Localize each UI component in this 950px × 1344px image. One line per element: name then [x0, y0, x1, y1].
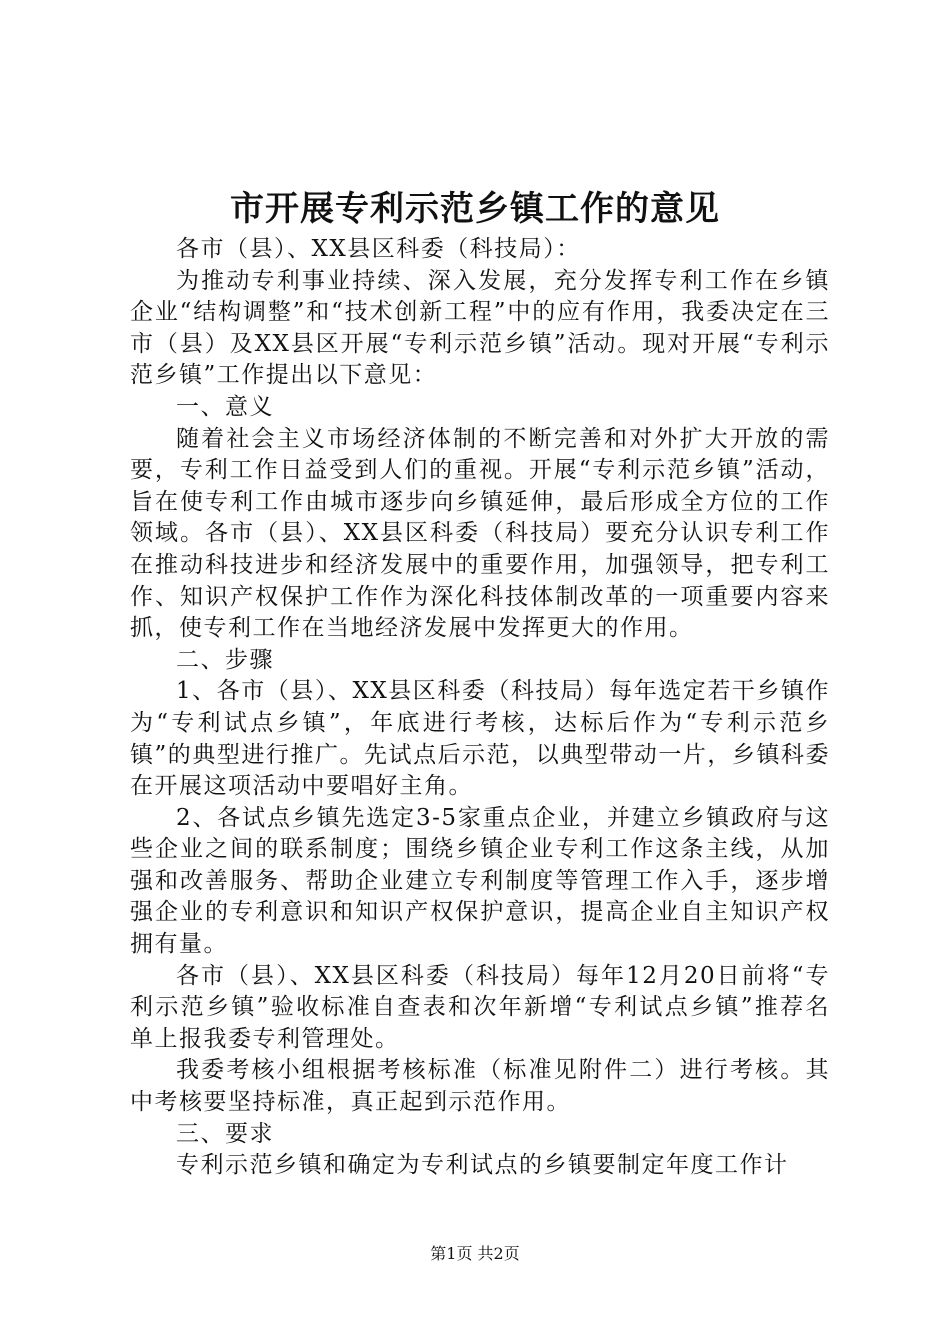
document-body — [130, 234, 830, 1182]
section-heading-steps: 二、步骤 — [176, 646, 274, 673]
paragraph-assessment: 我委考核小组根据考核标准（标准见附件二）进行考核。其中考核要坚持标准，真正起到示范作用。 — [130, 1057, 830, 1116]
salutation: 各市（县）、XX县区科委（科技局）： — [176, 236, 581, 262]
paragraph-requirements: 专利示范乡镇和确定为专利试点的乡镇要制定年度工作计 — [176, 1152, 789, 1179]
section-heading-significance: 一、意义 — [176, 393, 274, 420]
page-footer: 第1页 共2页 — [430, 1244, 520, 1263]
section-heading-requirements: 三、要求 — [176, 1120, 274, 1147]
paragraph-step-2: 2、各试点乡镇先选定3-5家重点企业，并建立乡镇政府与这些企业之间的联系制度；围绕乡镇企业专利工作这条主线，从加强和改善服务、帮助企业建立专利制度等管理工作入手，逐步增强企业的专利意识和知识产权保护意识，提高企业自主知识产权拥有量。 — [130, 804, 830, 958]
paragraph-intro: 为推动专利事业持续、深入发展，充分发挥专利工作在乡镇企业“结构调整”和“技术创新工程”中的应有作用，我委决定在三市（县）及XX县区开展“专利示范乡镇”活动。现对开展“专利示范乡镇”工作提出以下意见： — [130, 267, 830, 389]
paragraph-report: 各市（县）、XX县区科委（科技局）每年12月20日前将“专利示范乡镇”验收标准自查表和次年新增“专利试点乡镇”推荐名单上报我委专利管理处。 — [130, 962, 830, 1052]
paragraph-significance: 随着社会主义市场经济体制的不断完善和对外扩大开放的需要，专利工作日益受到人们的重视。开展“专利示范乡镇”活动，旨在使专利工作由城市逐步向乡镇延伸，最后形成全方位的工作领域。各市（县）、XX县区科委（科技局）要充分认识专利工作在推动科技进步和经济发展中的重要作用，加强领导，把专利工作、知识产权保护工作作为深化科技体制改革的一项重要内容来抓，使专利工作在当地经济发展中发挥更大的作用。 — [130, 425, 830, 642]
paragraph-step-1: 1、各市（县）、XX县区科委（科技局）每年选定若干乡镇作为“专利试点乡镇”，年底进行考核，达标后作为“专利示范乡镇”的典型进行推广。先试点后示范，以典型带动一片，乡镇科委在开展这项活动中要唱好主角。 — [130, 678, 830, 800]
document-title: 市开展专利示范乡镇工作的意见 — [230, 189, 720, 229]
